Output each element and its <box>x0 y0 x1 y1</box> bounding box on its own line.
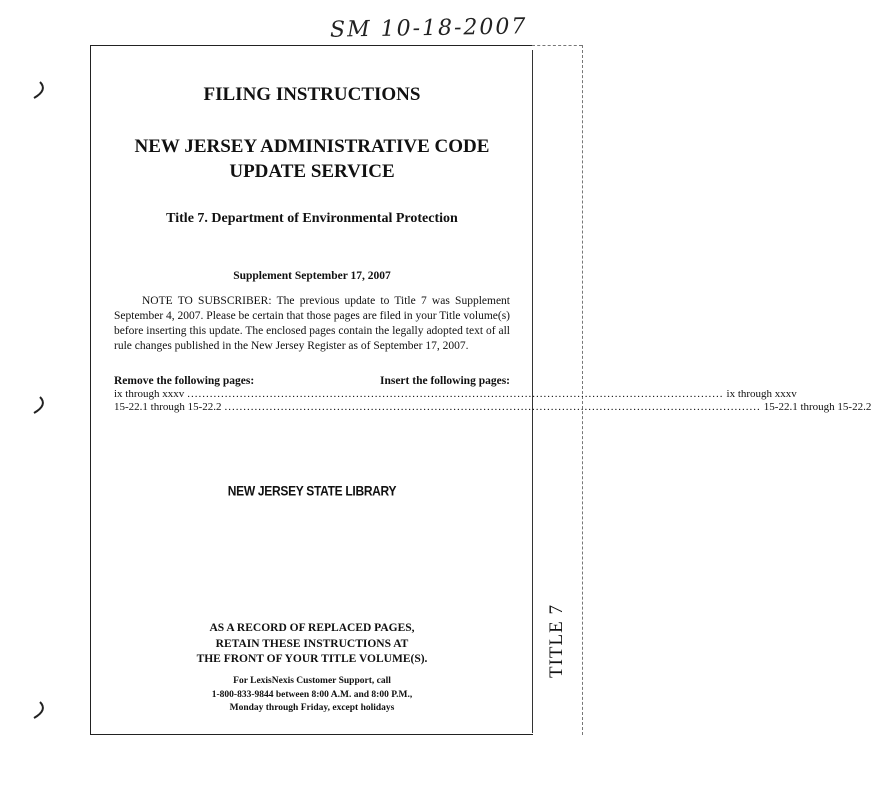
retain-line-2: RETAIN THESE INSTRUCTIONS AT <box>215 637 409 650</box>
retain-line-1: AS A RECORD OF REPLACED PAGES, <box>209 622 415 634</box>
handwritten-date-note: SM 10-18-2007 <box>329 14 528 43</box>
page-replacement-list <box>114 375 871 414</box>
insert-pages-value: ix through xxxv <box>726 388 797 400</box>
side-tab <box>540 596 574 686</box>
support-line-1: For LexisNexis Customer Support, call <box>233 676 391 686</box>
library-stamp: NEW JERSEY STATE LIBRARY <box>227 482 397 500</box>
binder-hole-icon <box>28 700 50 722</box>
binder-hole-icon <box>28 80 50 102</box>
page-list-row <box>114 401 871 414</box>
retain-instructions-notice <box>92 621 532 668</box>
code-title-line-2: UPDATE SERVICE <box>229 161 395 182</box>
page-list-row <box>114 388 797 401</box>
dot-leader: ............................................................................................................................................... <box>224 401 761 413</box>
code-title <box>92 134 532 184</box>
insert-pages-header: Insert the following pages: <box>379 375 510 387</box>
customer-support-info <box>92 675 532 716</box>
code-title-line-1: NEW JERSEY ADMINISTRATIVE CODE <box>134 136 490 157</box>
side-tab-label: TITLE 7 <box>546 603 568 679</box>
document-title: FILING INSTRUCTIONS <box>203 84 421 105</box>
remove-pages-header: Remove the following pages: <box>114 375 255 387</box>
subscriber-note <box>114 294 510 354</box>
retain-line-3: THE FRONT OF YOUR TITLE VOLUME(S). <box>196 653 428 665</box>
department-heading: Title 7. Department of Environmental Protection <box>166 211 458 226</box>
page-list-header <box>114 375 510 387</box>
remove-pages-value: 15-22.1 through 15-22.2 <box>114 401 222 413</box>
supplement-date: Supplement September 17, 2007 <box>233 270 391 282</box>
tab-divider-top <box>532 45 582 46</box>
binder-hole-icon <box>28 395 50 417</box>
dot-leader: ............................................................................................................................................... <box>187 388 724 400</box>
support-line-2: 1-800-833-9844 between 8:00 A.M. and 8:00 P.M., <box>211 689 413 700</box>
insert-pages-value: 15-22.1 through 15-22.2 <box>763 401 871 413</box>
support-line-3: Monday through Friday, except holidays <box>229 703 395 713</box>
subscriber-note-text: NOTE TO SUBSCRIBER: The previous update to Title 7 was Supplement September 4, 2007. Please be certain that those pages are filed in your Title volume(s) before inserting this update. The enclosed pages contain the legally adopted text of all rule changes published in the New Jersey Register as of September 17, 2007. <box>114 295 511 352</box>
remove-pages-value: ix through xxxv <box>114 388 185 400</box>
